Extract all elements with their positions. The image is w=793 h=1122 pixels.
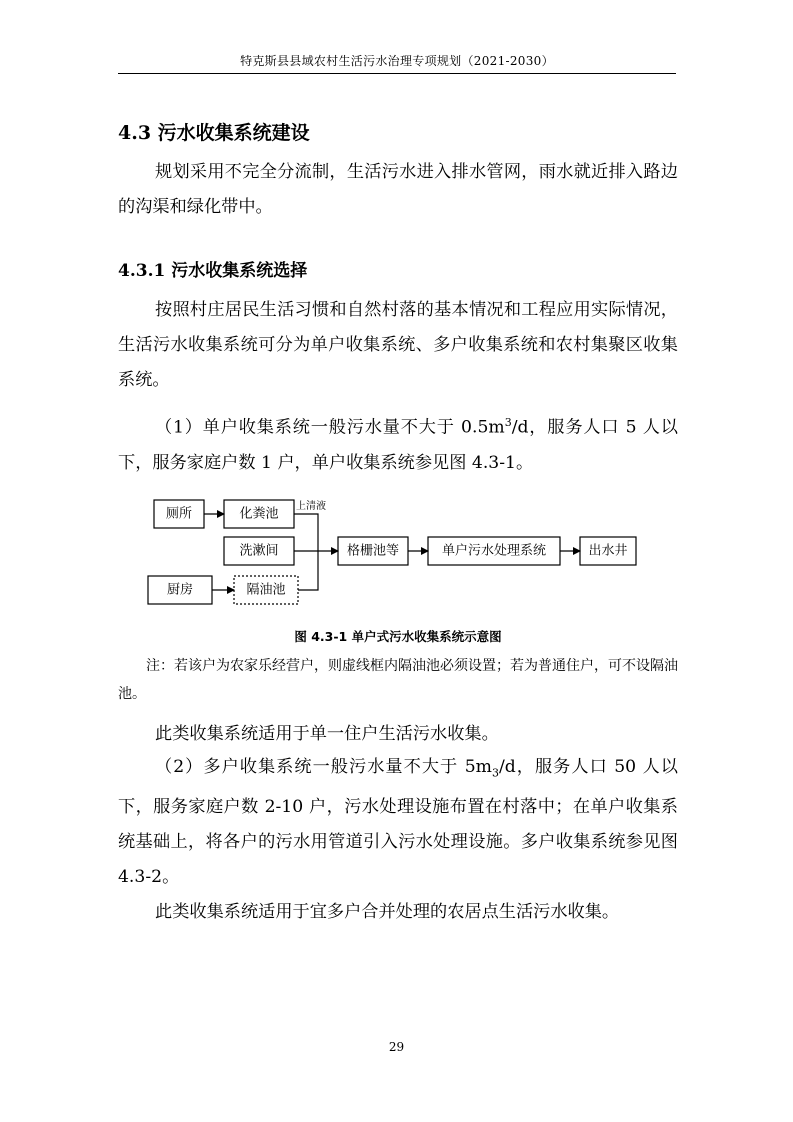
paragraph-single-applicability: 此类收集系统适用于单一住户生活污水收集。 [155,724,499,744]
page-header: 特克斯县县域农村生活污水治理专项规划（2021-2030） [240,54,554,68]
multi-household-text-a: （2）多户收集系统一般污水量不大于 5m [155,757,492,777]
figure-caption: 图 4.3-1 单户式污水收集系统示意图 [294,629,502,644]
paragraph-single-household [118,405,678,481]
node-toilet: 厕所 [165,506,193,522]
paragraph-multi-applicability: 此类收集系统适用于宜多户合并处理的农居点生活污水收集。 [155,902,620,922]
node-washroom: 洗漱间 [239,543,279,559]
unit-superscript: 3 [504,416,512,429]
multi-household-text-b: /d，服务人口 50 人以下，服务家庭户数 2-10 户，污水处理设施布置在村落中；在单户收集系统基础上，将各户的污水用管道引入污水处理设施。多户收集系统参见图 4.3-2。 [118,757,678,888]
node-outlet: 出水井 [588,543,628,559]
figure-note: 注：若该户为农家乐经营户，则虚线框内隔油池必须设置；若为普通住户，可不设隔油池。 [118,658,678,702]
single-household-text-a: （1）单户收集系统一般污水量不大于 0.5m [155,417,505,438]
node-septic: 化粪池 [239,506,279,522]
page-number: 29 [388,1040,405,1054]
node-grille: 格栅池等 [346,543,400,559]
unit-subscript: 3 [491,766,499,780]
flow-diagram [140,490,660,615]
subsection-heading: 4.3.1 污水收集系统选择 [118,261,308,281]
section-intro: 规划采用不完全分流制，生活污水进入排水管网，雨水就近排入路边的沟渠和绿化带中。 [118,162,678,217]
paragraph-multi-household [118,750,678,895]
node-treatment: 单户污水处理系统 [441,543,547,559]
section-heading: 4.3 污水收集系统建设 [118,122,310,144]
paragraph-system-types: 按照村庄居民生活习惯和自然村落的基本情况和工程应用实际情况，生活污水收集系统可分为单户收集系统、多户收集系统和农村集聚区收集系统。 [118,300,678,390]
single-household-text-b: /d，服务人口 5 人以下，服务家庭户数 1 户，单户收集系统参见图 4.3-1。 [118,417,678,473]
node-kitchen: 厨房 [166,582,194,598]
supernatant-label: 上清液 [296,501,326,512]
header-rule [118,73,676,74]
node-grease-trap: 隔油池 [246,582,286,598]
